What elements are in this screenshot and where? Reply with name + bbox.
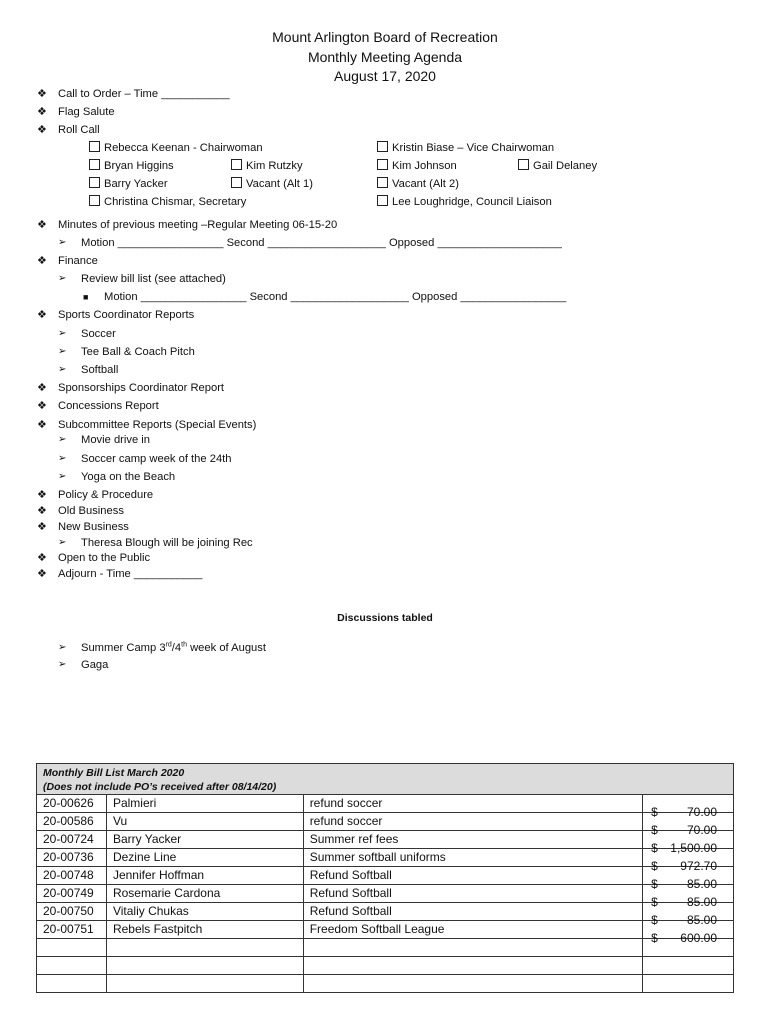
arrow-bullet-icon: ➢ — [58, 364, 67, 375]
diamond-bullet-icon: ❖ — [37, 552, 47, 564]
diamond-bullet-icon: ❖ — [37, 219, 47, 231]
arrow-bullet-icon: ➢ — [58, 453, 67, 464]
agenda-title: Monthly Meeting Agenda — [307, 48, 463, 65]
checkbox[interactable] — [89, 159, 100, 170]
arrow-bullet-icon: ➢ — [58, 237, 67, 248]
diamond-bullet-icon: ❖ — [37, 400, 47, 412]
arrow-bullet-icon: ➢ — [58, 328, 67, 339]
currency-symbol: $ — [651, 930, 658, 945]
roll-call-member: Kim Rutzky — [231, 158, 303, 174]
bill-row — [37, 867, 734, 885]
diamond-bullet-icon: ❖ — [37, 124, 47, 136]
bill-list-table — [36, 763, 734, 993]
currency-symbol: $ — [651, 894, 658, 909]
diamond-bullet-icon: ❖ — [37, 521, 47, 533]
arrow-bullet-icon: ➢ — [58, 273, 67, 284]
roll-call-member: Kristin Biase – Vice Chairwoman — [377, 140, 554, 156]
organization-name: Mount Arlington Board of Recreation — [272, 29, 498, 45]
bill-list-title: Monthly Bill List March 2020 — [43, 767, 185, 779]
bill-amount — [643, 831, 734, 855]
diamond-bullet-icon: ❖ — [37, 255, 47, 267]
vendor-name: Rosemarie Cardona — [106, 885, 303, 903]
bill-list-note: (Does not include PO’s received after 08/14/20) — [43, 781, 277, 793]
amount-value: 1,500.00 — [670, 840, 717, 855]
diamond-bullet-icon: ❖ — [37, 419, 47, 431]
diamond-bullet-icon: ❖ — [37, 106, 47, 118]
checkbox[interactable] — [231, 159, 242, 170]
arrow-bullet-icon: ➢ — [58, 346, 67, 357]
diamond-bullet-icon: ❖ — [37, 309, 47, 321]
arrow-bullet-icon: ➢ — [58, 537, 67, 548]
arrow-bullet-icon: ➢ — [58, 659, 67, 670]
po-number: 20-00724 — [37, 831, 107, 849]
po-number: 20-00750 — [37, 903, 107, 921]
po-number: 20-00751 — [37, 921, 107, 939]
roll-call-member: Rebecca Keenan - Chairwoman — [89, 140, 263, 156]
bill-row — [37, 885, 734, 903]
checkbox[interactable] — [89, 141, 100, 152]
bill-description: Summer softball uniforms — [303, 849, 642, 867]
vendor-name: Jennifer Hoffman — [106, 867, 303, 885]
square-bullet-icon: ■ — [83, 292, 89, 302]
po-number: 20-00626 — [37, 795, 107, 813]
amount-value: 600.00 — [680, 930, 717, 945]
bill-list-header — [37, 764, 734, 795]
roll-call-member: Barry Yacker — [89, 176, 168, 192]
empty-bill-row — [37, 975, 734, 993]
vendor-name: Rebels Fastpitch — [106, 921, 303, 939]
bill-row — [37, 813, 734, 831]
arrow-bullet-icon: ➢ — [58, 471, 67, 482]
arrow-bullet-icon: ➢ — [58, 642, 67, 653]
bill-amount — [643, 885, 734, 909]
bill-amount — [643, 903, 734, 927]
bill-row — [37, 849, 734, 867]
bill-row — [37, 795, 734, 813]
bill-row — [37, 921, 734, 939]
checkbox[interactable] — [89, 195, 100, 206]
bill-amount — [643, 849, 734, 873]
amount-value: 70.00 — [686, 804, 717, 819]
bill-description: refund soccer — [303, 813, 642, 831]
bill-row — [37, 903, 734, 921]
roll-call-member: Lee Loughridge, Council Liaison — [377, 194, 552, 210]
arrow-bullet-icon: ➢ — [58, 434, 67, 445]
bill-description: Summer ref fees — [303, 831, 642, 849]
vendor-name: Vitaliy Chukas — [106, 903, 303, 921]
checkbox[interactable] — [377, 195, 388, 206]
roll-call-member: Bryan Higgins — [89, 158, 174, 174]
bill-description: Refund Softball — [303, 885, 642, 903]
bill-row — [37, 831, 734, 849]
roll-call-member: Vacant (Alt 1) — [231, 176, 313, 192]
diamond-bullet-icon: ❖ — [37, 382, 47, 394]
vendor-name: Vu — [106, 813, 303, 831]
checkbox[interactable] — [377, 141, 388, 152]
bill-description: Refund Softball — [303, 867, 642, 885]
diamond-bullet-icon: ❖ — [37, 505, 47, 517]
amount-value: 85.00 — [686, 894, 717, 909]
amount-value: 972.70 — [680, 858, 717, 873]
vendor-name: Barry Yacker — [106, 831, 303, 849]
vendor-name: Dezine Line — [106, 849, 303, 867]
currency-symbol: $ — [651, 822, 658, 837]
checkbox[interactable] — [231, 177, 242, 188]
bill-amount — [643, 921, 734, 945]
amount-value: 70.00 — [686, 822, 717, 837]
po-number: 20-00736 — [37, 849, 107, 867]
diamond-bullet-icon: ❖ — [37, 489, 47, 501]
roll-call-member: Kim Johnson — [377, 158, 457, 174]
po-number: 20-00586 — [37, 813, 107, 831]
checkbox[interactable] — [377, 177, 388, 188]
bill-amount — [643, 795, 734, 819]
currency-symbol: $ — [651, 876, 658, 891]
discussions-tabled-heading: Discussions tabled — [337, 612, 433, 624]
bill-amount — [643, 867, 734, 891]
roll-call-member: Gail Delaney — [518, 158, 597, 174]
empty-bill-row — [37, 939, 734, 957]
po-number: 20-00748 — [37, 867, 107, 885]
roll-call-member: Vacant (Alt 2) — [377, 176, 459, 192]
currency-symbol: $ — [651, 912, 658, 927]
diamond-bullet-icon: ❖ — [37, 568, 47, 580]
bill-amount — [643, 813, 734, 837]
currency-symbol: $ — [651, 858, 658, 873]
checkbox[interactable] — [518, 159, 529, 170]
meeting-date: August 17, 2020 — [334, 68, 436, 84]
bill-description: Freedom Softball League — [303, 921, 642, 939]
amount-value: 85.00 — [686, 876, 717, 891]
bill-description: Refund Softball — [303, 903, 642, 921]
currency-symbol: $ — [651, 804, 658, 819]
currency-symbol: $ — [651, 840, 658, 855]
checkbox[interactable] — [89, 177, 100, 188]
amount-value: 85.00 — [686, 912, 717, 927]
roll-call-member: Christina Chismar, Secretary — [89, 194, 246, 210]
bill-description: refund soccer — [303, 795, 642, 813]
vendor-name: Palmieri — [106, 795, 303, 813]
po-number: 20-00749 — [37, 885, 107, 903]
checkbox[interactable] — [377, 159, 388, 170]
empty-bill-row — [37, 957, 734, 975]
document-header — [0, 28, 770, 87]
diamond-bullet-icon: ❖ — [37, 88, 47, 100]
